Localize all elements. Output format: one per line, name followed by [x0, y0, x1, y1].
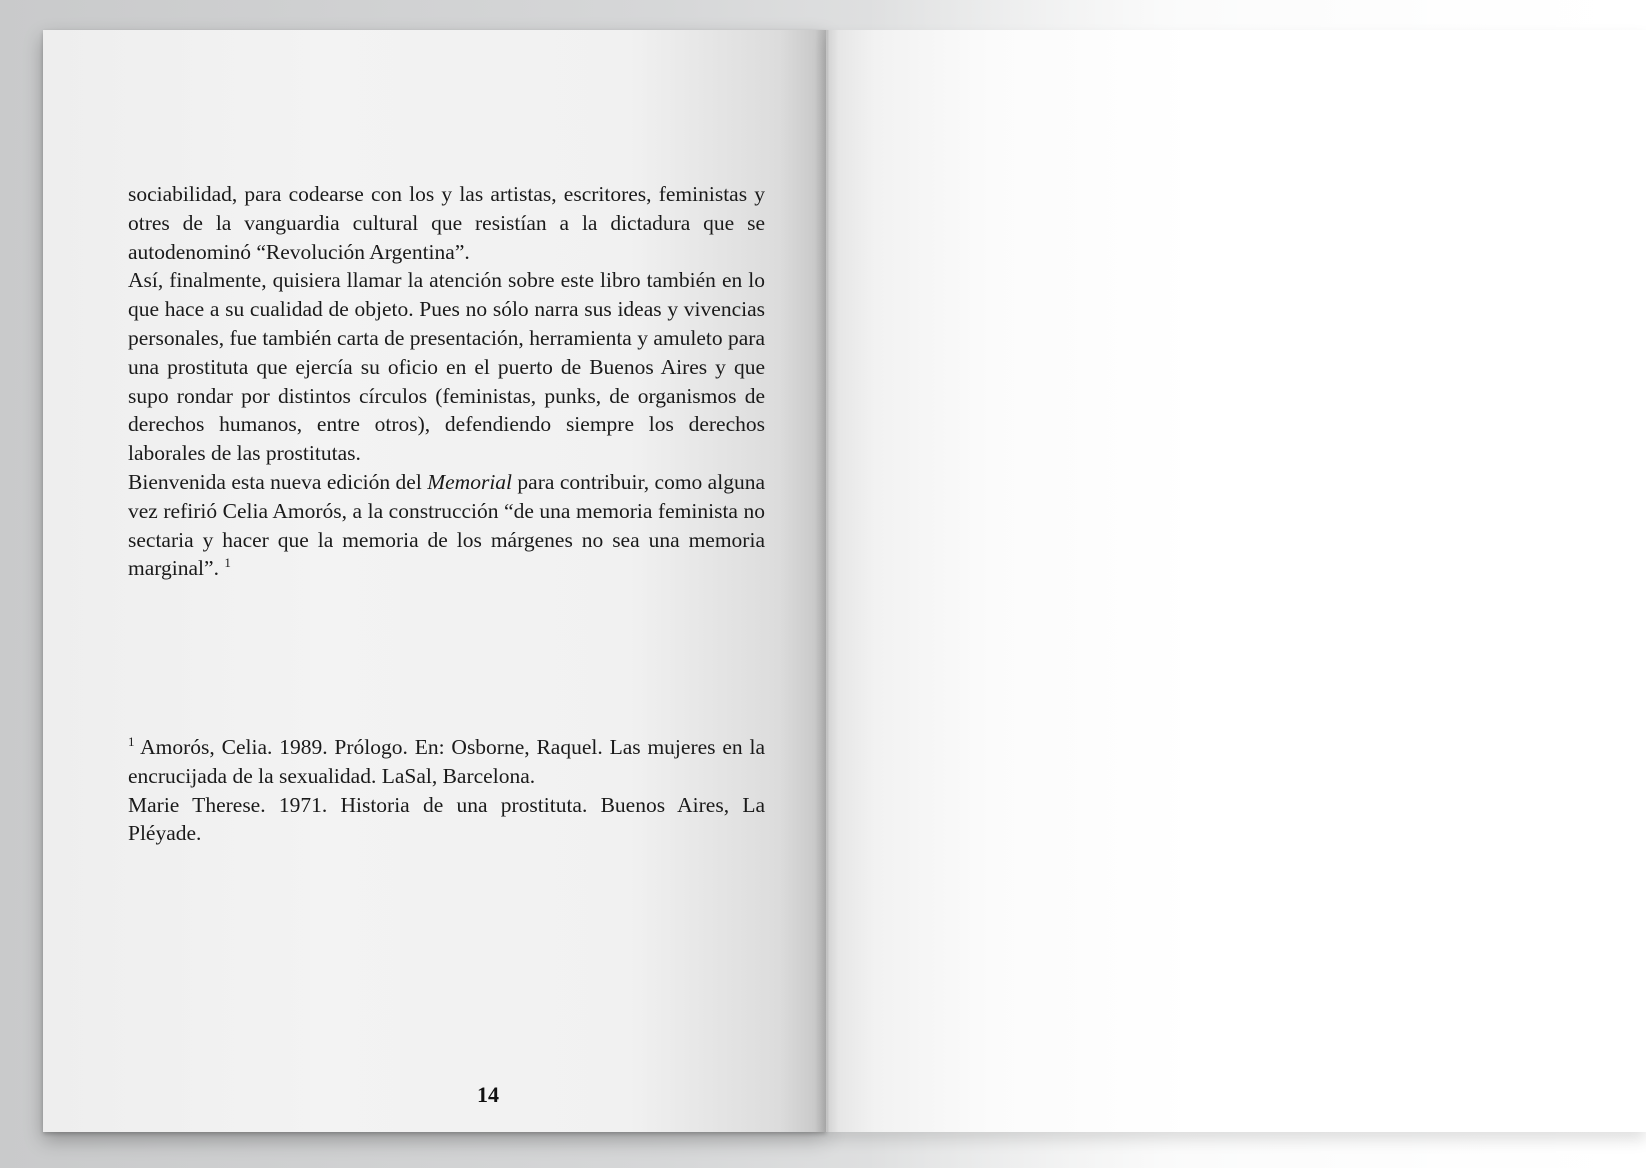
footnote-1 — [128, 733, 765, 791]
footnote-reference: 1 — [224, 555, 231, 571]
paragraph-2: Así, finalmente, quisiera llamar la atención sobre este libro también en lo que hace a su cualidad de objeto. Pues no sólo narra sus ideas y vivencias personales, fue también carta de presentación, herramienta y amuleto para una prostituta que ejercía su oficio en el puerto de Buenos Aires y que supo rondar por distintos círculos (feministas, punks, de organismos de derechos humanos, entre otros), defendiendo siempre los derechos laborales de las prostitutas. — [128, 268, 765, 466]
right-page — [826, 30, 1646, 1132]
paragraph-3 — [128, 468, 765, 583]
book-title-italic: Memorial — [427, 469, 513, 494]
footnote-marker: 1 — [128, 734, 135, 749]
footnote-1-text: Amorós, Celia. 1989. Prólogo. En: Osborne, Raquel. Las mujeres en la encrucijada de la sexualidad. LaSal, Barcelona. — [128, 735, 765, 788]
left-page — [43, 30, 826, 1132]
paragraph-1: sociabilidad, para codearse con los y las artistas, escritores, feministas y otres de la vanguardia cultural que resistían a la dictadura que se autodenominó “Revolución Argentina”. — [128, 182, 765, 264]
paragraph-3-text-end: para contribuir, como alguna vez refirió Celia Amorós, a la construcción “de una memoria feminista no sectaria y hacer que la memoria de los márgenes no sea una memoria marginal”. — [128, 469, 765, 581]
book-spread — [43, 30, 1646, 1132]
footnotes — [128, 733, 765, 848]
page-number: 14 — [477, 1082, 499, 1107]
body-text — [128, 180, 765, 583]
book-gutter — [815, 30, 839, 1132]
paragraph-3-text-start: Bienvenida esta nueva edición del — [128, 469, 428, 494]
footnote-2: Marie Therese. 1971. Historia de una prostituta. Buenos Aires, La Pléyade. — [128, 792, 765, 846]
